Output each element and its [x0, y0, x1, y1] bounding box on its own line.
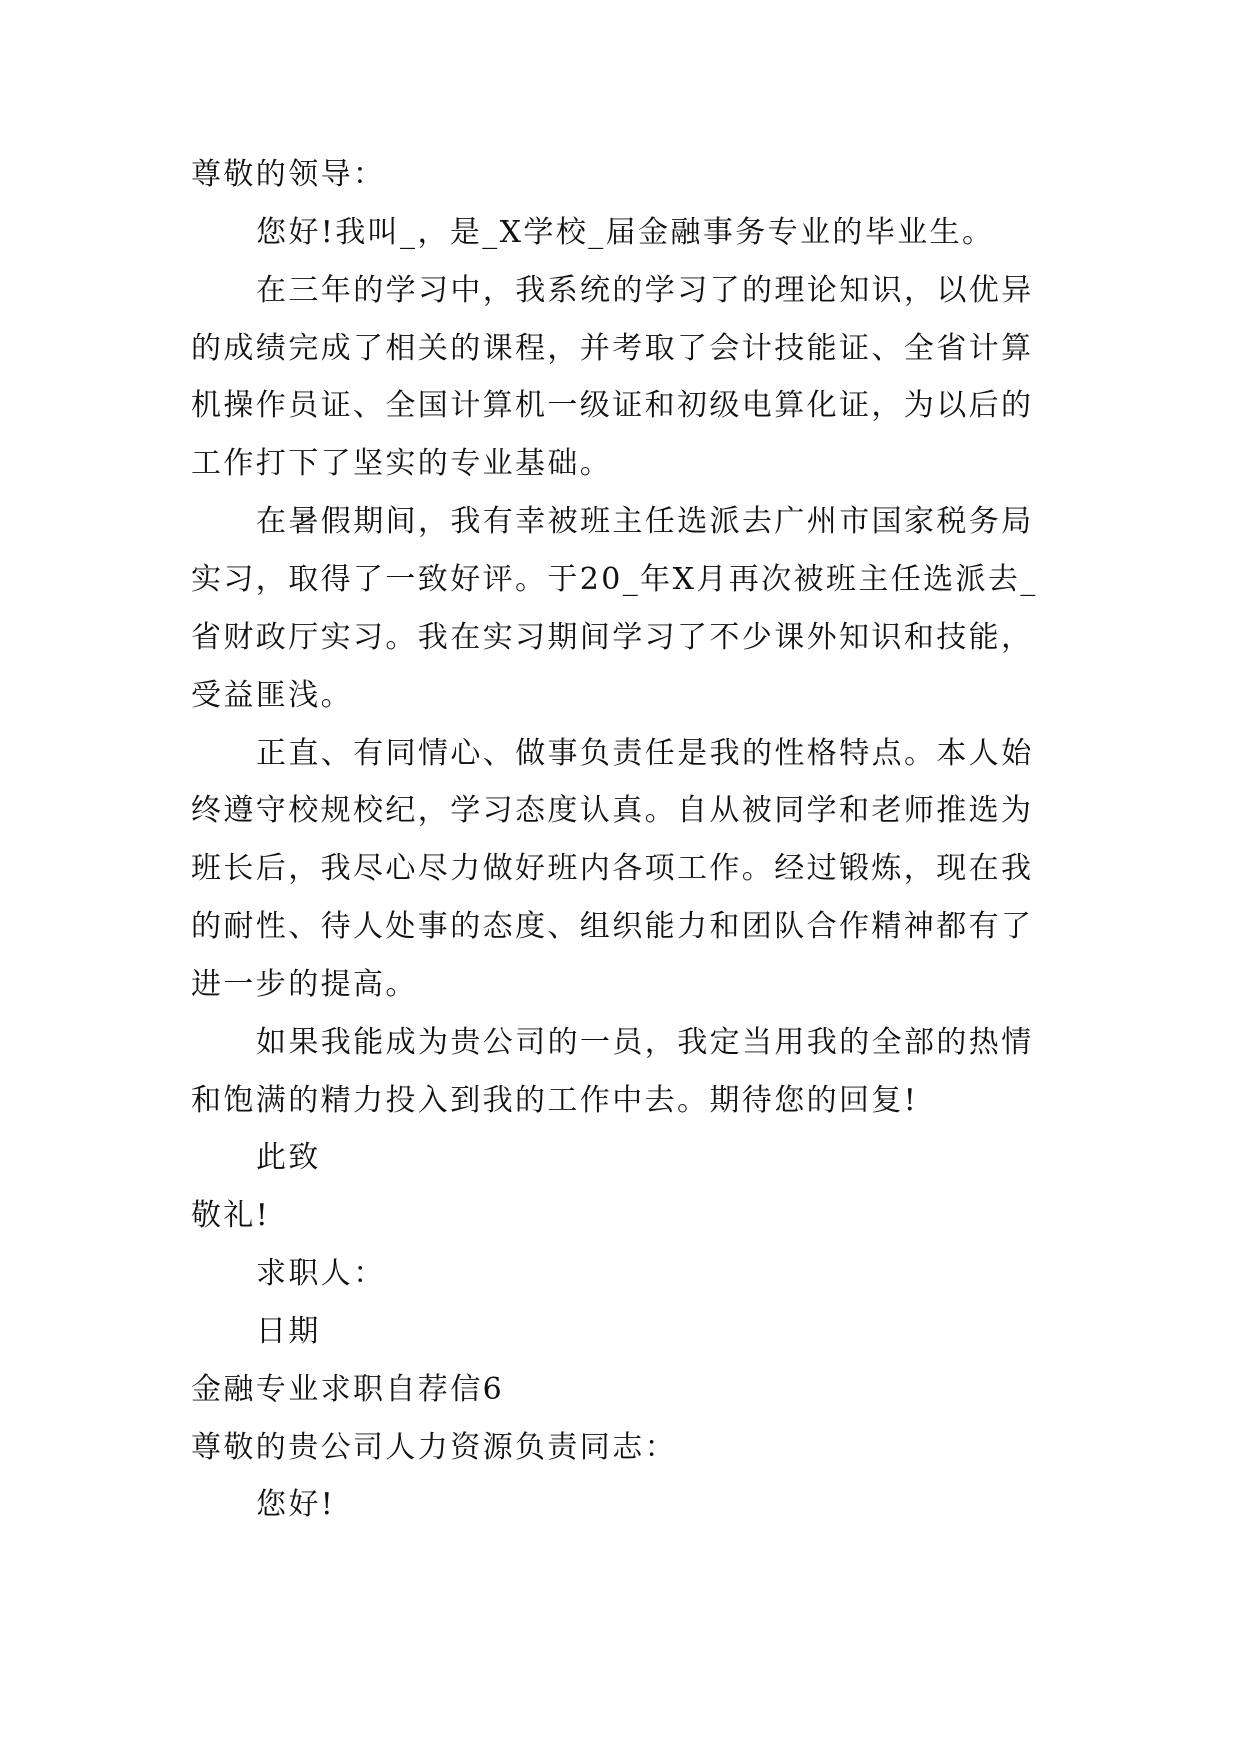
paragraph-line: 的成绩完成了相关的课程，并考取了会计技能证、全省计算: [191, 331, 1034, 366]
paragraph-line: 在暑假期间，我有幸被班主任选派去广州市国家税务局: [256, 504, 1034, 539]
section-heading: 金融专业求职自荐信6: [191, 1372, 505, 1407]
paragraph-line: 受益匪浅。: [191, 678, 353, 713]
signature-date: 日期: [256, 1314, 321, 1349]
salutation: 尊敬的领导：: [191, 157, 386, 192]
closing-line: 此致: [256, 1140, 321, 1175]
paragraph-line: 工作打下了坚实的专业基础。: [191, 446, 613, 481]
paragraph-line: 省财政厅实习。我在实习期间学习了不少课外知识和技能，: [191, 620, 1034, 655]
paragraph-line: 实习，取得了一致好评。于20_年X月再次被班主任选派去_: [191, 562, 1038, 597]
paragraph-line: 机操作员证、全国计算机一级证和初级电算化证，为以后的: [191, 388, 1034, 423]
paragraph-line: 终遵守校规校纪，学习态度认真。自从被同学和老师推选为: [191, 793, 1034, 828]
paragraph-line: 如果我能成为贵公司的一员，我定当用我的全部的热情: [256, 1025, 1034, 1060]
paragraph-line: 在三年的学习中，我系统的学习了的理论知识，以优异: [256, 273, 1034, 308]
greeting-line: 您好!: [256, 1487, 336, 1522]
paragraph-line: 的耐性、待人处事的态度、组织能力和团队合作精神都有了: [191, 909, 1034, 944]
salutation: 尊敬的贵公司人力资源负责同志：: [191, 1430, 677, 1465]
closing-salute: 敬礼!: [191, 1198, 271, 1233]
paragraph-line: 进一步的提高。: [191, 967, 418, 1002]
paragraph-line: 和饱满的精力投入到我的工作中去。期待您的回复!: [191, 1083, 919, 1118]
paragraph-line: 班长后，我尽心尽力做好班内各项工作。经过锻炼，现在我: [191, 851, 1034, 886]
paragraph-line: 正直、有同情心、做事负责任是我的性格特点。本人始: [256, 736, 1034, 771]
greeting-line: 您好!我叫_，是_X学校_届金融事务专业的毕业生。: [256, 215, 995, 250]
signature-applicant: 求职人：: [256, 1256, 386, 1291]
